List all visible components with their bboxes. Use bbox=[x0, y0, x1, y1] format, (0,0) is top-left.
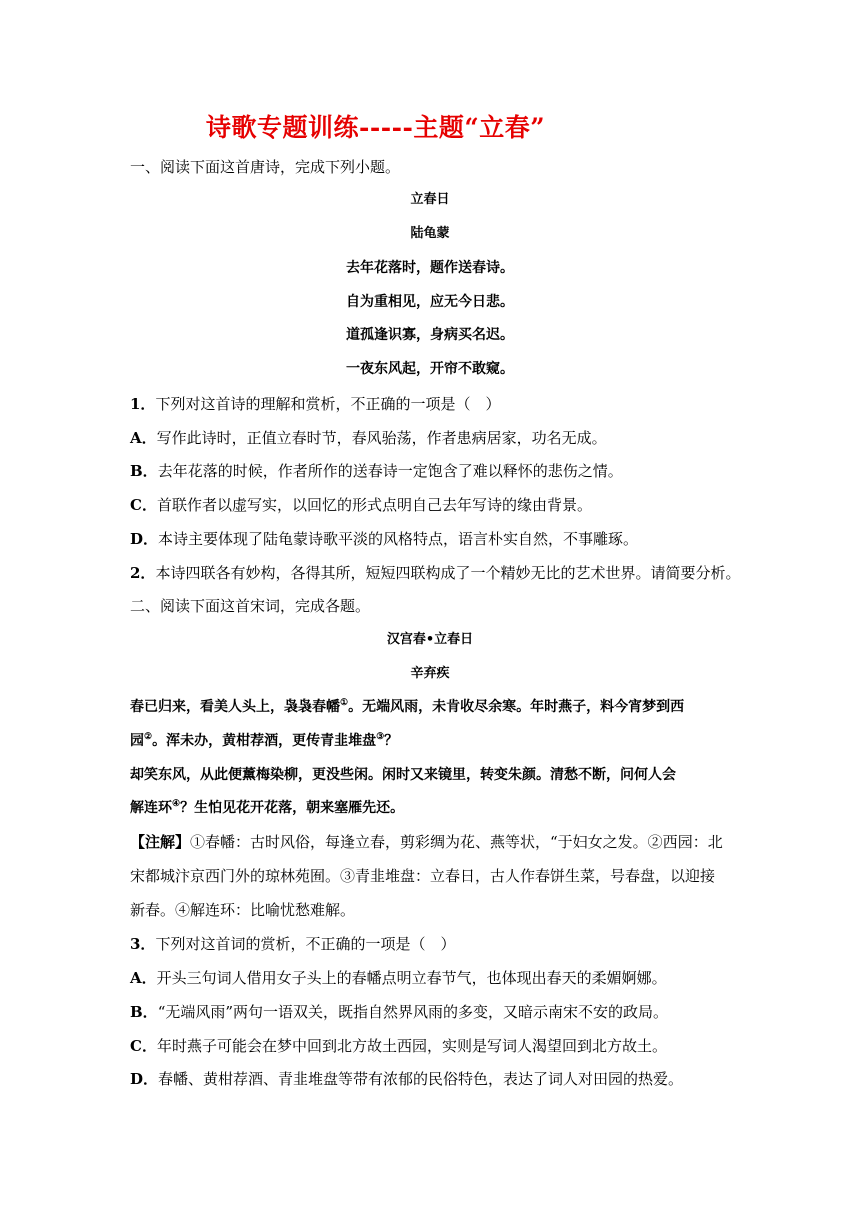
option-text: 春幡、黄柑荐酒、青韭堆盘等带有浓郁的民俗特色，表达了词人对田园的热爱。 bbox=[158, 1070, 684, 1088]
annotation-text: ①春幡：古时风俗，每逢立春，剪彩绸为花、燕等状，“于妇女之发。②西园：北 bbox=[190, 833, 723, 851]
poem2-line bbox=[130, 798, 404, 818]
option-text: 本诗主要体现了陆龟蒙诗歌平淡的风格特点，语言朴实自然，不事雕琢。 bbox=[158, 530, 639, 548]
question-stem: 本诗四联各有妙构，各得其所，短短四联构成了一个精妙无比的艺术世界。请简要分析。 bbox=[155, 564, 741, 582]
question-stem: 下列对这首词的赏析，不正确的一项是（ ） bbox=[155, 935, 456, 953]
annotation-line: 新春。④解连环：比喻忧愁难解。 bbox=[130, 901, 356, 919]
question-stem: 下列对这首诗的理解和赏析，不正确的一项是（ ） bbox=[155, 395, 501, 413]
poem1-author: 陆龟蒙 bbox=[410, 226, 450, 241]
poem1-line: 道孤逢识寡，身病买名迟。 bbox=[346, 327, 514, 343]
poem2-text: 春已归来，看美人头上，袅袅春幡 bbox=[130, 699, 340, 715]
option-text: 去年花落的时候，作者所作的送春诗一定饱含了难以释怀的悲伤之情。 bbox=[157, 462, 623, 480]
poem1-title: 立春日 bbox=[410, 192, 450, 207]
q3-option-d bbox=[130, 1069, 683, 1089]
poem1-line: 一夜东风起，开帘不敢窥。 bbox=[346, 361, 514, 377]
q1-option-b bbox=[130, 461, 623, 481]
q1-option-c bbox=[130, 495, 592, 515]
q1-option-a bbox=[130, 428, 607, 448]
option-label: C． bbox=[130, 1037, 157, 1055]
question-2 bbox=[130, 563, 740, 583]
poem2-line bbox=[130, 731, 398, 751]
question-number: 1． bbox=[130, 395, 156, 413]
poem2-text: 园 bbox=[130, 733, 144, 749]
poem2-line bbox=[130, 697, 684, 717]
option-label: B． bbox=[130, 1003, 158, 1021]
option-text: 首联作者以虚写实，以回忆的形式点明自己去年写诗的缘由背景。 bbox=[156, 496, 592, 514]
question-number: 2． bbox=[130, 564, 156, 582]
option-label: D． bbox=[130, 530, 159, 548]
footnote-marker: ④ bbox=[172, 799, 181, 809]
option-label: C． bbox=[130, 496, 157, 514]
q3-option-a bbox=[130, 968, 667, 988]
poem2-text: ？ bbox=[384, 733, 399, 749]
section1-heading: 一、阅读下面这首唐诗，完成下列小题。 bbox=[130, 158, 401, 176]
q3-option-b bbox=[130, 1002, 668, 1022]
poem1-line: 自为重相见，应无今日悲。 bbox=[346, 294, 514, 310]
poem2-text: 。浑未办，黄柑荐酒，更传青韭堆盘 bbox=[152, 733, 377, 749]
option-text: 写作此诗时，正值立春时节，春风骀荡，作者患病居家，功名无成。 bbox=[156, 429, 607, 447]
option-label: B． bbox=[130, 462, 158, 480]
poem1-line: 去年花落时，题作送春诗。 bbox=[346, 260, 514, 276]
footnote-marker: ① bbox=[340, 698, 349, 708]
question-3 bbox=[130, 934, 455, 954]
annotation-line: 宋都城汴京西门外的琼林苑囿。③青韭堆盘：立春日，古人作春饼生菜，号春盘，以迎接 bbox=[130, 867, 716, 885]
option-text: 开头三句词人借用女子头上的春幡点明立春节气，也体现出春天的柔媚婀娜。 bbox=[156, 969, 667, 987]
option-text: “无端风雨”两句一语双关，既指自然界风雨的多变，又暗示南宋不安的政局。 bbox=[157, 1003, 669, 1021]
q3-option-c bbox=[130, 1036, 667, 1056]
page-title: 诗歌专题训练-----主题“立春” bbox=[206, 113, 546, 142]
question-1 bbox=[130, 394, 500, 414]
q1-option-d bbox=[130, 529, 638, 549]
poem2-text: 。无端风雨，未肯收尽余寒。年时燕子，料今宵梦到西 bbox=[348, 699, 685, 715]
footnote-marker: ③ bbox=[376, 732, 385, 742]
poem2-title: 汉宫春•立春日 bbox=[386, 632, 474, 647]
poem2-author: 辛弃疾 bbox=[410, 666, 450, 681]
poem2-text: 解连环 bbox=[130, 800, 172, 816]
annotation-label: 【注解】 bbox=[130, 833, 191, 851]
section2-heading: 二、阅读下面这首宋词，完成各题。 bbox=[130, 597, 371, 615]
poem2-line: 却笑东风，从此便薰梅染柳，更没些闲。闲时又来镜里，转变朱颜。清愁不断，问何人会 bbox=[130, 767, 676, 783]
option-text: 年时燕子可能会在梦中回到北方故土西园，实则是写词人渴望回到北方故土。 bbox=[156, 1037, 667, 1055]
question-number: 3． bbox=[130, 935, 156, 953]
option-label: A． bbox=[130, 969, 157, 987]
option-label: D． bbox=[130, 1070, 159, 1088]
footnote-marker: ② bbox=[144, 732, 153, 742]
annotation-line bbox=[130, 832, 723, 852]
poem2-text: ？生怕见花开花落，朝来塞雁先还。 bbox=[180, 800, 405, 816]
option-label: A． bbox=[130, 429, 157, 447]
